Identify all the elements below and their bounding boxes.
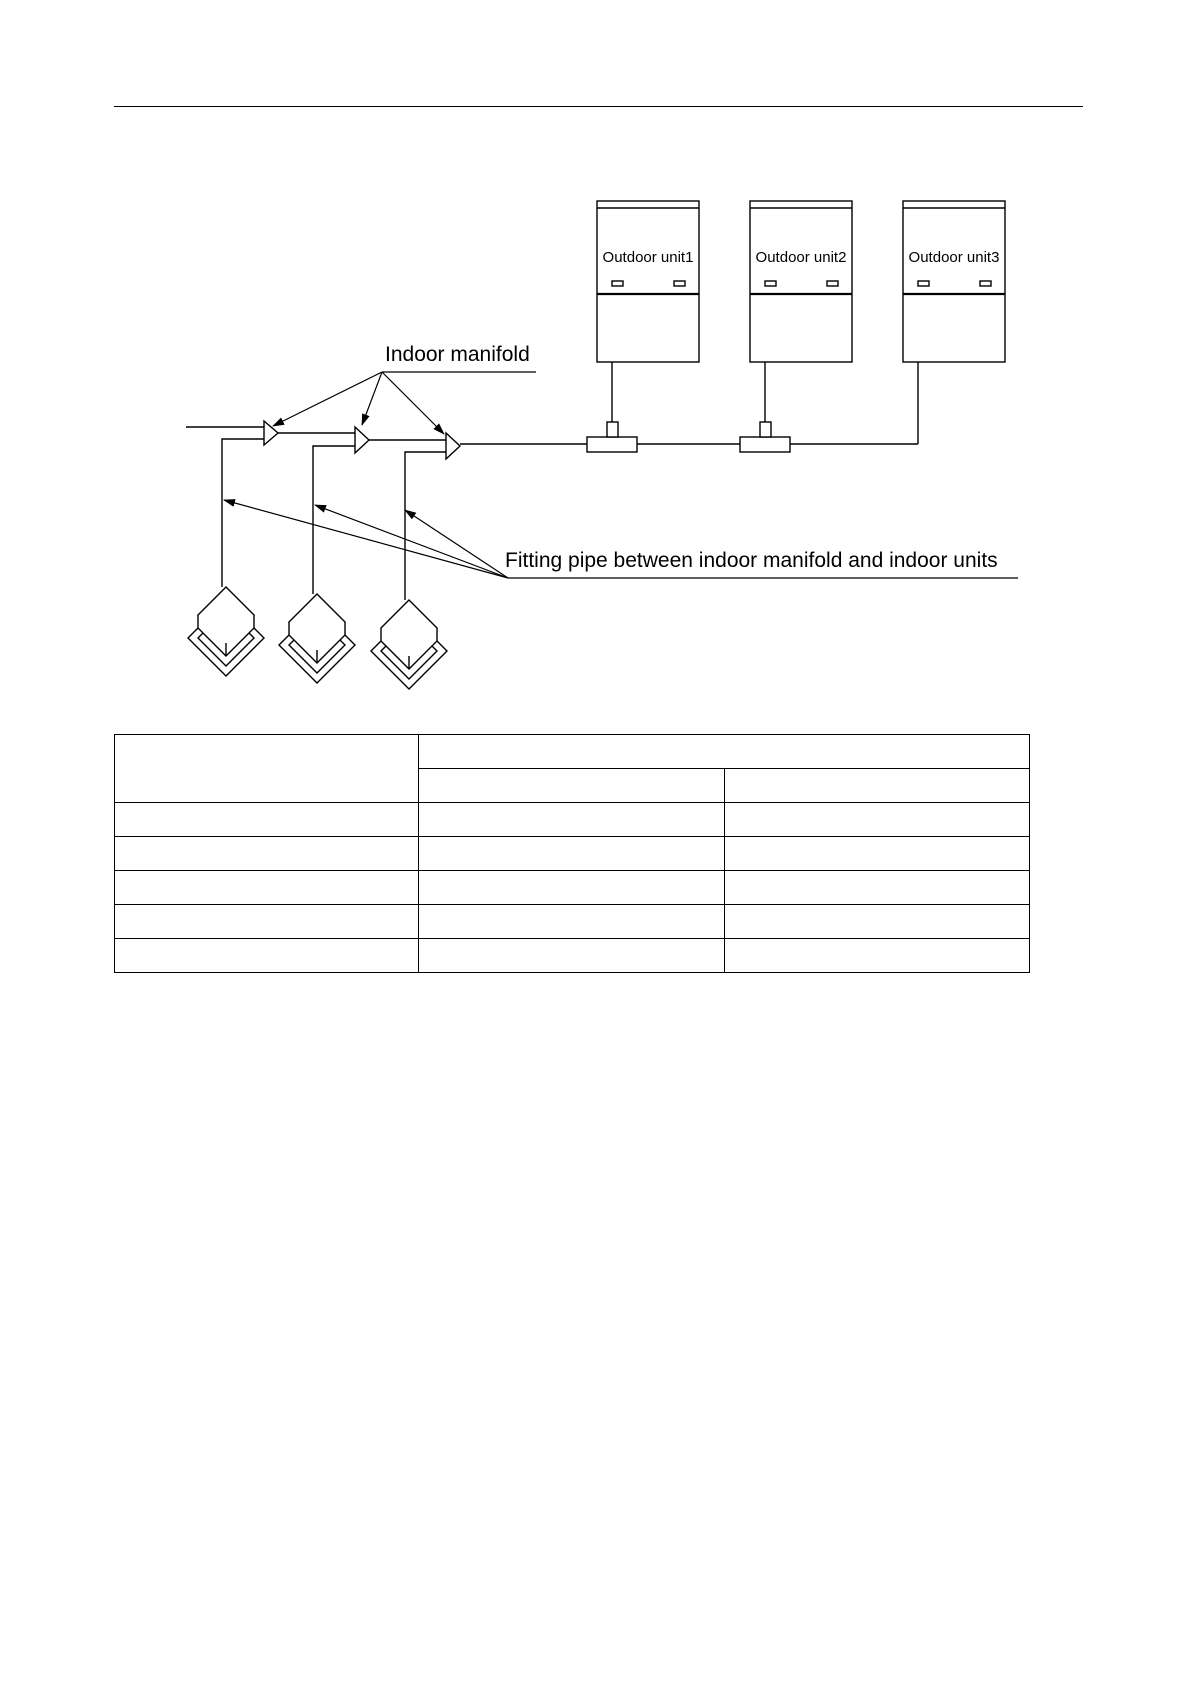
table-cell: [419, 837, 725, 871]
table-cell: [419, 803, 725, 837]
outdoor-unit-3: [903, 201, 1005, 362]
indoor-manifold-2: [355, 427, 369, 453]
outdoor-branch-joint-1: [587, 422, 637, 452]
table-row: [115, 837, 1030, 871]
outdoor-unit-1-label: Outdoor unit1: [602, 249, 694, 266]
outdoor-unit-2: [750, 201, 852, 362]
indoor-manifold-3: [446, 433, 460, 459]
spec-table: [114, 734, 1030, 973]
table-row: [115, 803, 1030, 837]
callout-indoor-manifold: [273, 343, 536, 434]
outdoor-piping: [460, 362, 918, 444]
outdoor-unit-1: [597, 201, 699, 362]
table-cell: [419, 905, 725, 939]
table-cell: [115, 905, 419, 939]
table-cell: [115, 871, 419, 905]
indoor-manifold-label: Indoor manifold: [385, 343, 530, 366]
indoor-unit-1: [188, 587, 264, 676]
table-row: [115, 871, 1030, 905]
table-header-cell: [419, 769, 725, 803]
table-header-cell: [419, 735, 1030, 769]
indoor-fitting-pipes: [222, 439, 446, 600]
table-cell: [724, 803, 1030, 837]
table-header-cell: [724, 769, 1030, 803]
indoor-main-pipe: [186, 427, 446, 440]
table-row: [115, 905, 1030, 939]
table-cell: [724, 905, 1030, 939]
table-cell: [115, 939, 419, 973]
table-cell: [419, 939, 725, 973]
indoor-unit-3: [371, 600, 447, 689]
outdoor-branch-joint-2: [740, 422, 790, 452]
callout-fitting-pipe: [224, 500, 1018, 578]
table-cell: [724, 837, 1030, 871]
fitting-pipe-label: Fitting pipe between indoor manifold and indoor units: [505, 549, 998, 572]
table-cell: [115, 803, 419, 837]
table-header-row: [115, 735, 1030, 769]
table-cell: [724, 871, 1030, 905]
table-cell: [115, 837, 419, 871]
table-row: [115, 939, 1030, 973]
piping-diagram: [0, 0, 1191, 720]
table-cell: [419, 871, 725, 905]
outdoor-unit-3-label: Outdoor unit3: [908, 249, 1000, 266]
outdoor-unit-2-label: Outdoor unit2: [755, 249, 847, 266]
indoor-unit-2: [279, 594, 355, 683]
table-header-cell: [115, 735, 419, 803]
table-cell: [724, 939, 1030, 973]
